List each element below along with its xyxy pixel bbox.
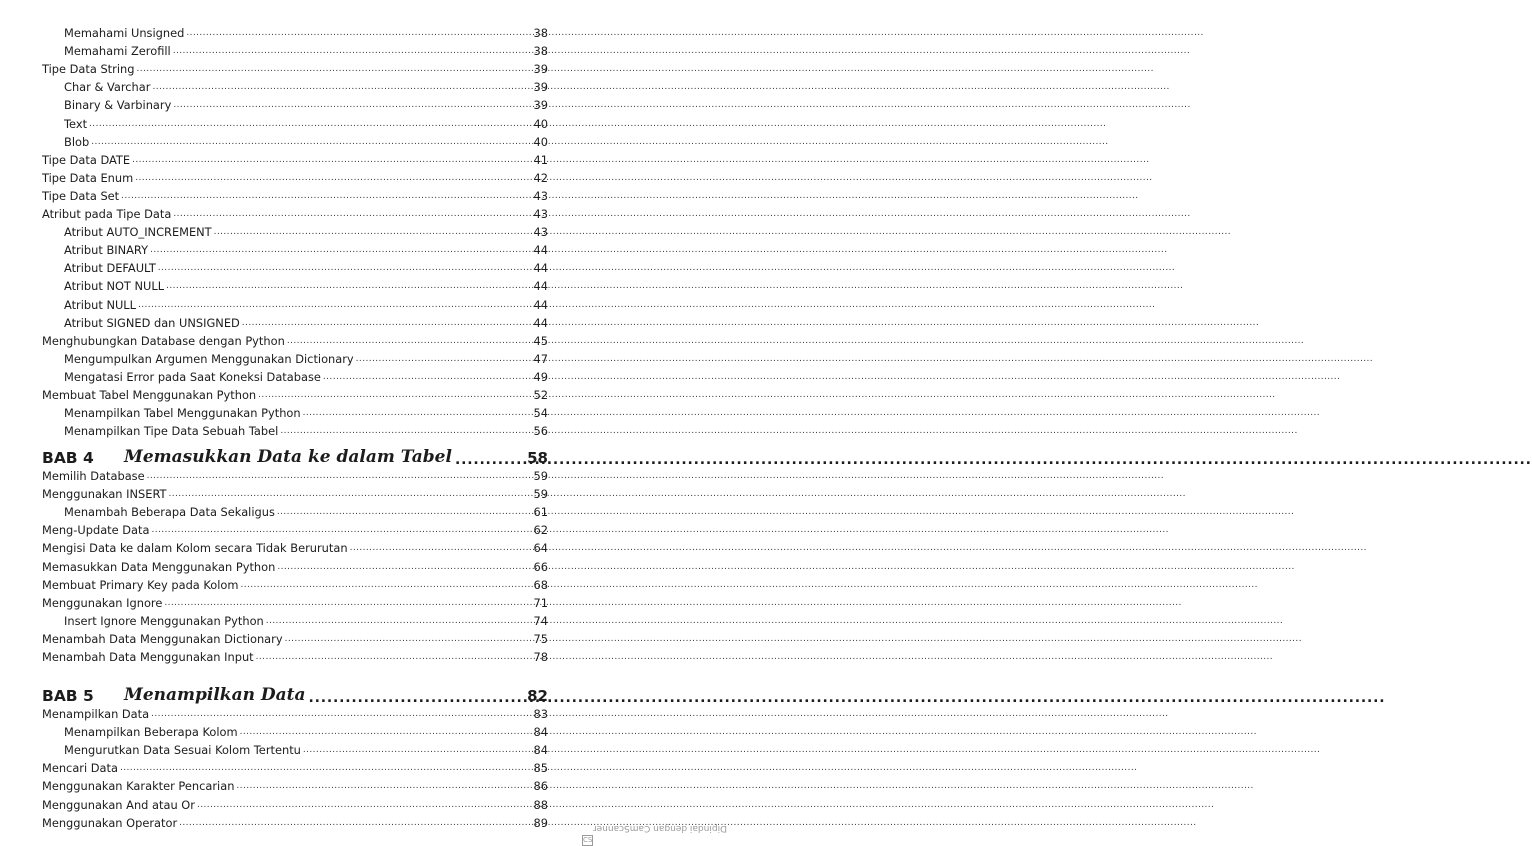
toc-entry-page: 43 [533,188,548,203]
toc-entry-page: 44 [533,297,548,312]
dot-leader [236,780,531,790]
toc-entry-title: Mengatasi Error pada Saat Koneksi Database [64,369,321,384]
toc-entry-title: Memasukkan Data Menggunakan Python [42,559,276,574]
toc-entry-page: 64 [533,541,548,556]
toc-entry-page: 39 [533,80,548,95]
toc-entry-title: Menampilkan Beberapa Kolom [64,725,238,740]
toc-entry-title: Menambah Beberapa Data Sekaligus [64,505,275,520]
toc-entry [42,387,548,402]
toc-subentry [64,504,548,519]
dot-leader [173,45,532,55]
toc-entry-page: 61 [533,505,548,520]
dot-leader [277,506,532,516]
dot-leader [151,708,531,718]
dot-leader [166,280,531,290]
toc-entry-page: 39 [533,98,548,113]
dot-leader [91,136,531,146]
toc-entry-page: 38 [533,44,548,59]
toc-entry-title: Membuat Tabel Menggunakan Python [42,388,257,402]
toc-entry-page: 43 [533,225,548,240]
dot-leader [132,154,531,164]
toc-subentry [64,97,548,112]
dot-leader [121,190,531,200]
toc-entry [42,577,548,592]
toc-entry [42,595,548,610]
dot-leader [89,118,531,128]
toc-entry-title: Blob [64,134,90,149]
chapter-label: BAB 4 [42,449,94,467]
dot-leader [241,579,532,589]
toc-entry-page: 75 [533,631,548,646]
toc-entry-title: Menampilkan Tabel Menggunakan Python [64,406,301,421]
dot-leader [173,208,531,218]
toc-entry-title: Meng-Update Data [42,523,150,538]
toc-entry-title: Atribut SIGNED dan UNSIGNED [64,315,240,330]
toc-entry-title: Tipe Data Enum [42,170,134,185]
dot-leader [152,81,531,91]
toc-entry [42,631,548,646]
toc-entry-title: Menggunakan Karakter Pencarian [42,779,235,794]
toc-entry-page: 89 [533,815,548,830]
toc-entry-title: Char & Varchar [64,80,151,95]
toc-entry [42,170,548,185]
toc-entry-page: 66 [533,559,548,574]
toc-entry-title: Tipe Data String [42,62,135,77]
dot-leader [309,689,525,703]
toc-entry-title: Memahami Unsigned [64,26,185,40]
dot-leader [287,335,532,345]
toc-entry-title: Menggunakan INSERT [42,487,167,502]
dot-leader [120,762,532,772]
toc-entry [42,815,548,830]
chapter-title: Memasukkan Data ke dalam Tabel [124,447,452,467]
toc-entry-page: 40 [533,116,548,131]
toc-entry-title: Menambah Data Menggunakan Input [42,650,254,664]
toc-entry-page: 44 [533,315,548,330]
toc-subentry [64,405,548,420]
dot-leader [135,172,531,182]
toc-entry-title: Atribut BINARY [64,243,149,258]
dot-leader [138,299,532,309]
dot-leader [256,651,532,661]
dot-leader [303,407,532,417]
toc-entry-page: 44 [533,243,548,258]
toc-subentry [64,242,548,257]
dot-leader [258,389,531,399]
chapter-heading [42,681,548,705]
toc-entry [42,706,548,721]
toc-entry-page: 54 [533,406,548,421]
toc-entry [42,540,548,555]
toc-entry-page: 86 [533,779,548,794]
toc-entry-title: Mencari Data [42,761,118,776]
toc-entry-page: 56 [533,424,548,439]
toc-entry-title: Insert Ignore Menggunakan Python [64,613,264,628]
toc-entry [42,152,548,167]
dot-leader [164,597,531,607]
camscanner-watermark [580,690,727,844]
toc-entry-title: Tipe Data Set [42,188,120,203]
chapter-page: 82 [527,687,548,705]
toc-entry-title: Mengisi Data ke dalam Kolom secara Tidak Berurutan [42,541,348,556]
toc-entry [42,333,548,348]
toc-entry [42,760,548,775]
toc-page [0,0,600,840]
dot-leader [280,425,531,435]
toc-entry-page: 44 [533,279,548,294]
toc-entry-title: Text [64,116,88,131]
dot-leader [150,244,531,254]
dot-leader [173,99,531,109]
chapter-title: Menampilkan Data [124,685,306,705]
dot-leader [151,524,531,534]
chapter-label: BAB 5 [42,687,94,705]
toc-entry-title: Menggunakan Ignore [42,595,163,610]
toc-subentry [64,315,548,330]
toc-entry-title: Menghubungkan Database dengan Python [42,333,285,348]
toc-entry [42,778,548,793]
toc-subentry [64,369,548,384]
dot-leader [266,615,532,625]
toc-subentry [64,613,548,628]
toc-subentry [64,423,548,438]
toc-entry-title: Atribut AUTO_INCREMENT [64,225,212,240]
dot-leader [277,561,531,571]
dot-leader [242,317,532,327]
dot-leader [240,726,532,736]
dot-leader [214,226,532,236]
toc-entry-title: Mengumpulkan Argumen Menggunakan Dictionary [64,351,354,366]
toc-entry-page: 84 [533,725,548,740]
toc-subentry [64,297,548,312]
toc-entry-title: Tipe Data DATE [42,152,131,167]
toc-subentry [64,79,548,94]
dot-leader [147,470,532,480]
toc-entry-page: 52 [533,388,548,402]
toc-entry [42,61,548,76]
toc-subentry [64,278,548,293]
chapter-page: 58 [527,449,548,467]
toc-entry-title: Binary & Varbinary [64,98,172,113]
toc-entry-title: Mengurutkan Data Sesuai Kolom Tertentu [64,743,301,758]
toc-subentry [64,724,548,739]
dot-leader [303,744,532,754]
toc-entry-page: 44 [533,261,548,276]
toc-entry-title: Atribut NULL [64,297,136,312]
toc-entry-page: 39 [533,62,548,77]
toc-entry-page: 42 [533,170,548,185]
toc-entry-title: Memahami Zerofill [64,44,171,59]
toc-subentry [64,351,548,366]
toc-entry-page: 43 [533,207,548,221]
toc-entry-title: Atribut DEFAULT [64,261,156,276]
toc-entry-page: 71 [533,595,548,610]
toc-subentry [64,25,548,40]
toc-entry-title: Memilih Database [42,469,145,483]
dot-leader [323,371,532,381]
toc-entry-page: 85 [533,761,548,776]
toc-entry-page: 59 [533,469,548,483]
toc-entry-page: 83 [533,707,548,721]
dot-leader [169,488,532,498]
camscanner-watermark-text: Dipindai dengan CamScanner [592,823,727,833]
dot-leader [158,262,532,272]
camscanner-logo-icon: CS [583,836,593,844]
dot-leader [356,353,532,363]
toc-entry-page: 47 [533,351,548,366]
toc-entry-title: Menampilkan Tipe Data Sebuah Tabel [64,424,279,439]
toc-entry [42,468,548,483]
toc-entry [42,206,548,221]
toc-entry-title: Atribut NOT NULL [64,279,165,294]
toc-entry-page: 68 [533,577,548,592]
toc-entry-page: 41 [533,152,548,167]
toc-subentry [64,224,548,239]
toc-entry-title: Menggunakan Operator [42,815,178,830]
toc-entry-page: 45 [533,333,548,348]
dot-leader [197,799,532,809]
toc-entry [42,559,548,574]
toc-entry-page: 84 [533,743,548,758]
chapter-heading [42,443,548,467]
toc-entry-page: 78 [533,650,548,664]
toc-entry-page: 62 [533,523,548,538]
toc-entry [42,797,548,812]
toc-entry [42,522,548,537]
toc-entry-page: 40 [533,134,548,149]
toc-subentry [64,134,548,149]
toc-entry-page: 38 [533,26,548,40]
toc-entry-title: Menampilkan Data [42,707,150,721]
toc-entry [42,188,548,203]
toc-entry-page: 49 [533,369,548,384]
dot-leader [455,451,524,465]
toc-entry-title: Menambah Data Menggunakan Dictionary [42,631,283,646]
dot-leader [285,633,532,643]
toc-subentry [64,116,548,131]
toc-entry-title: Menggunakan And atau Or [42,797,195,812]
toc-entry [42,649,548,664]
toc-subentry [64,43,548,58]
dot-leader [136,63,531,73]
dot-leader [179,817,531,827]
toc-entry-title: Membuat Primary Key pada Kolom [42,577,239,592]
toc-subentry [64,260,548,275]
toc-entry-page: 59 [533,487,548,502]
toc-entry-page: 74 [533,613,548,628]
toc-entry [42,486,548,501]
toc-entry-page: 88 [533,797,548,812]
dot-leader [350,542,532,552]
toc-subentry [64,742,548,757]
toc-entry-title: Atribut pada Tipe Data [42,207,172,221]
dot-leader [186,27,531,37]
